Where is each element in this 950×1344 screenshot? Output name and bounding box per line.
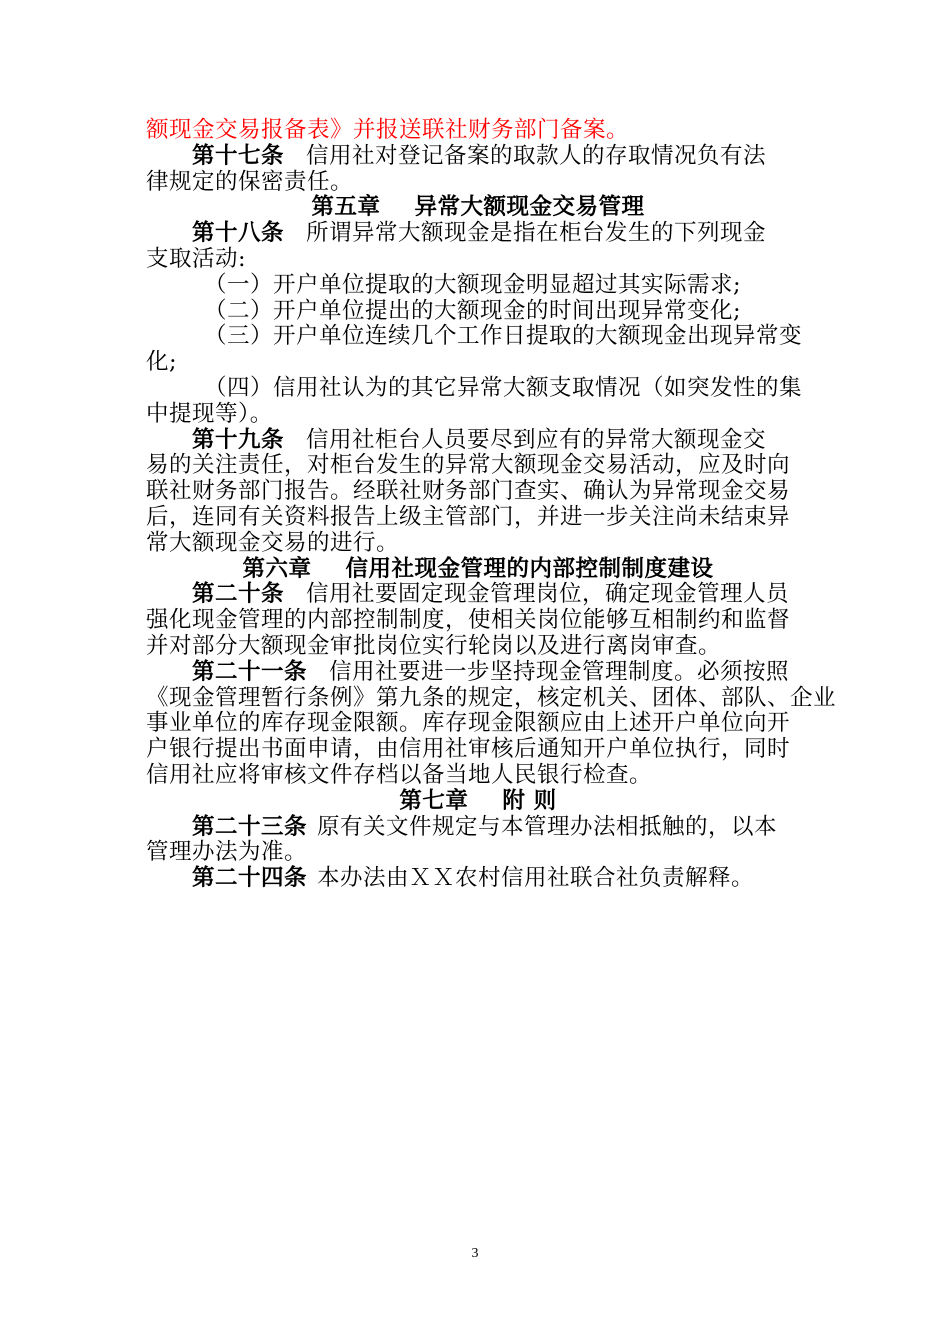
list-item-2: （二）开户单位提出的大额现金的时间出现异常变化; <box>204 297 742 324</box>
chapter-5-number: 第五章 <box>311 194 381 221</box>
article-21-label: 第二十一条 <box>192 658 308 685</box>
article-18-label: 第十八条 <box>192 220 285 247</box>
article-20-label: 第二十条 <box>192 581 285 608</box>
article-19-cont-1: 易的关注责任，对柜台发生的异常大额现金交易活动，应及时向 <box>146 452 791 479</box>
document-body <box>146 117 837 892</box>
list-item-3: （三）开户单位连续几个工作日提取的大额现金出现异常变 <box>204 323 803 350</box>
list-item-1: （一）开户单位提取的大额现金明显超过其实际需求; <box>204 271 742 298</box>
list-item-4: （四）信用社认为的其它异常大额支取情况（如突发性的集 <box>204 374 803 401</box>
chapter-5-heading <box>146 195 810 221</box>
article-17 <box>146 144 810 170</box>
article-23-cont: 管理办法为准。 <box>146 839 308 866</box>
chapter-7-title: 附 则 <box>502 787 557 814</box>
chapter-6-number: 第六章 <box>242 555 312 582</box>
article-24 <box>146 866 810 892</box>
chapter-6-title: 信用社现金管理的内部控制制度建设 <box>345 555 714 582</box>
chapter-7-heading <box>146 789 810 815</box>
article-18-text: 所谓异常大额现金是指在柜台发生的下列现金 <box>306 220 767 247</box>
article-19-text: 信用社柜台人员要尽到应有的异常大额现金交 <box>306 426 767 453</box>
article-20-text: 信用社要固定现金管理岗位，确定现金管理人员 <box>306 581 790 608</box>
article-17-cont: 律规定的保密责任。 <box>146 168 354 195</box>
article-23-text: 原有关文件规定与本管理办法相抵触的，以本 <box>317 813 778 840</box>
article-20 <box>146 582 810 608</box>
article-21 <box>146 660 810 686</box>
article-23-label: 第二十三条 <box>192 813 308 840</box>
article-21-cont-3: 户银行提出书面申请，由信用社审核后通知开户单位执行，同时 <box>146 736 791 763</box>
article-18-cont: 支取活动: <box>146 245 247 272</box>
chapter-6-heading <box>146 557 810 583</box>
article-19-cont-4: 常大额现金交易的进行。 <box>146 529 400 556</box>
article-24-text: 本办法由ＸＸ农村信用社联合社负责解释。 <box>317 865 755 892</box>
article-19 <box>146 428 810 454</box>
article-18 <box>146 221 810 247</box>
list-item-3-cont: 化; <box>146 349 178 376</box>
article-24-label: 第二十四条 <box>192 865 308 892</box>
article-21-text: 信用社要进一步坚持现金管理制度。必须按照 <box>329 658 790 685</box>
chapter-7-number: 第七章 <box>399 787 469 814</box>
article-19-cont-3: 后，连同有关资料报告上级主管部门，并进一步关注尚未结束异 <box>146 503 791 530</box>
list-item-4-cont: 中提现等）。 <box>146 400 273 427</box>
article-19-label: 第十九条 <box>192 426 285 453</box>
article-20-cont-2: 并对部分大额现金审批岗位实行轮岗以及进行离岗审查。 <box>146 632 722 659</box>
article-17-text: 信用社对登记备案的取款人的存取情况负有法 <box>306 142 767 169</box>
article-23 <box>146 815 810 841</box>
article-21-cont-4: 信用社应将审核文件存档以备当地人民银行检查。 <box>146 761 653 788</box>
page-number: 3 <box>471 1246 479 1261</box>
article-17-label: 第十七条 <box>192 142 285 169</box>
article-20-cont-1: 强化现金管理的内部控制制度，使相关岗位能够互相制约和监督 <box>146 607 791 634</box>
article-19-cont-2: 联社财务部门报告。经联社财务部门查实、确认为异常现金交易 <box>146 478 791 505</box>
article-21-cont-1: 《现金管理暂行条例》第九条的规定，核定机关、团体、部队、企业 <box>146 684 837 711</box>
article-21-cont-2: 事业单位的库存现金限额。库存现金限额应由上述开户单位向开 <box>146 710 791 737</box>
chapter-5-title: 异常大额现金交易管理 <box>414 194 645 221</box>
carryover-line: 额现金交易报备表》并报送联社财务部门备案。 <box>146 117 630 143</box>
